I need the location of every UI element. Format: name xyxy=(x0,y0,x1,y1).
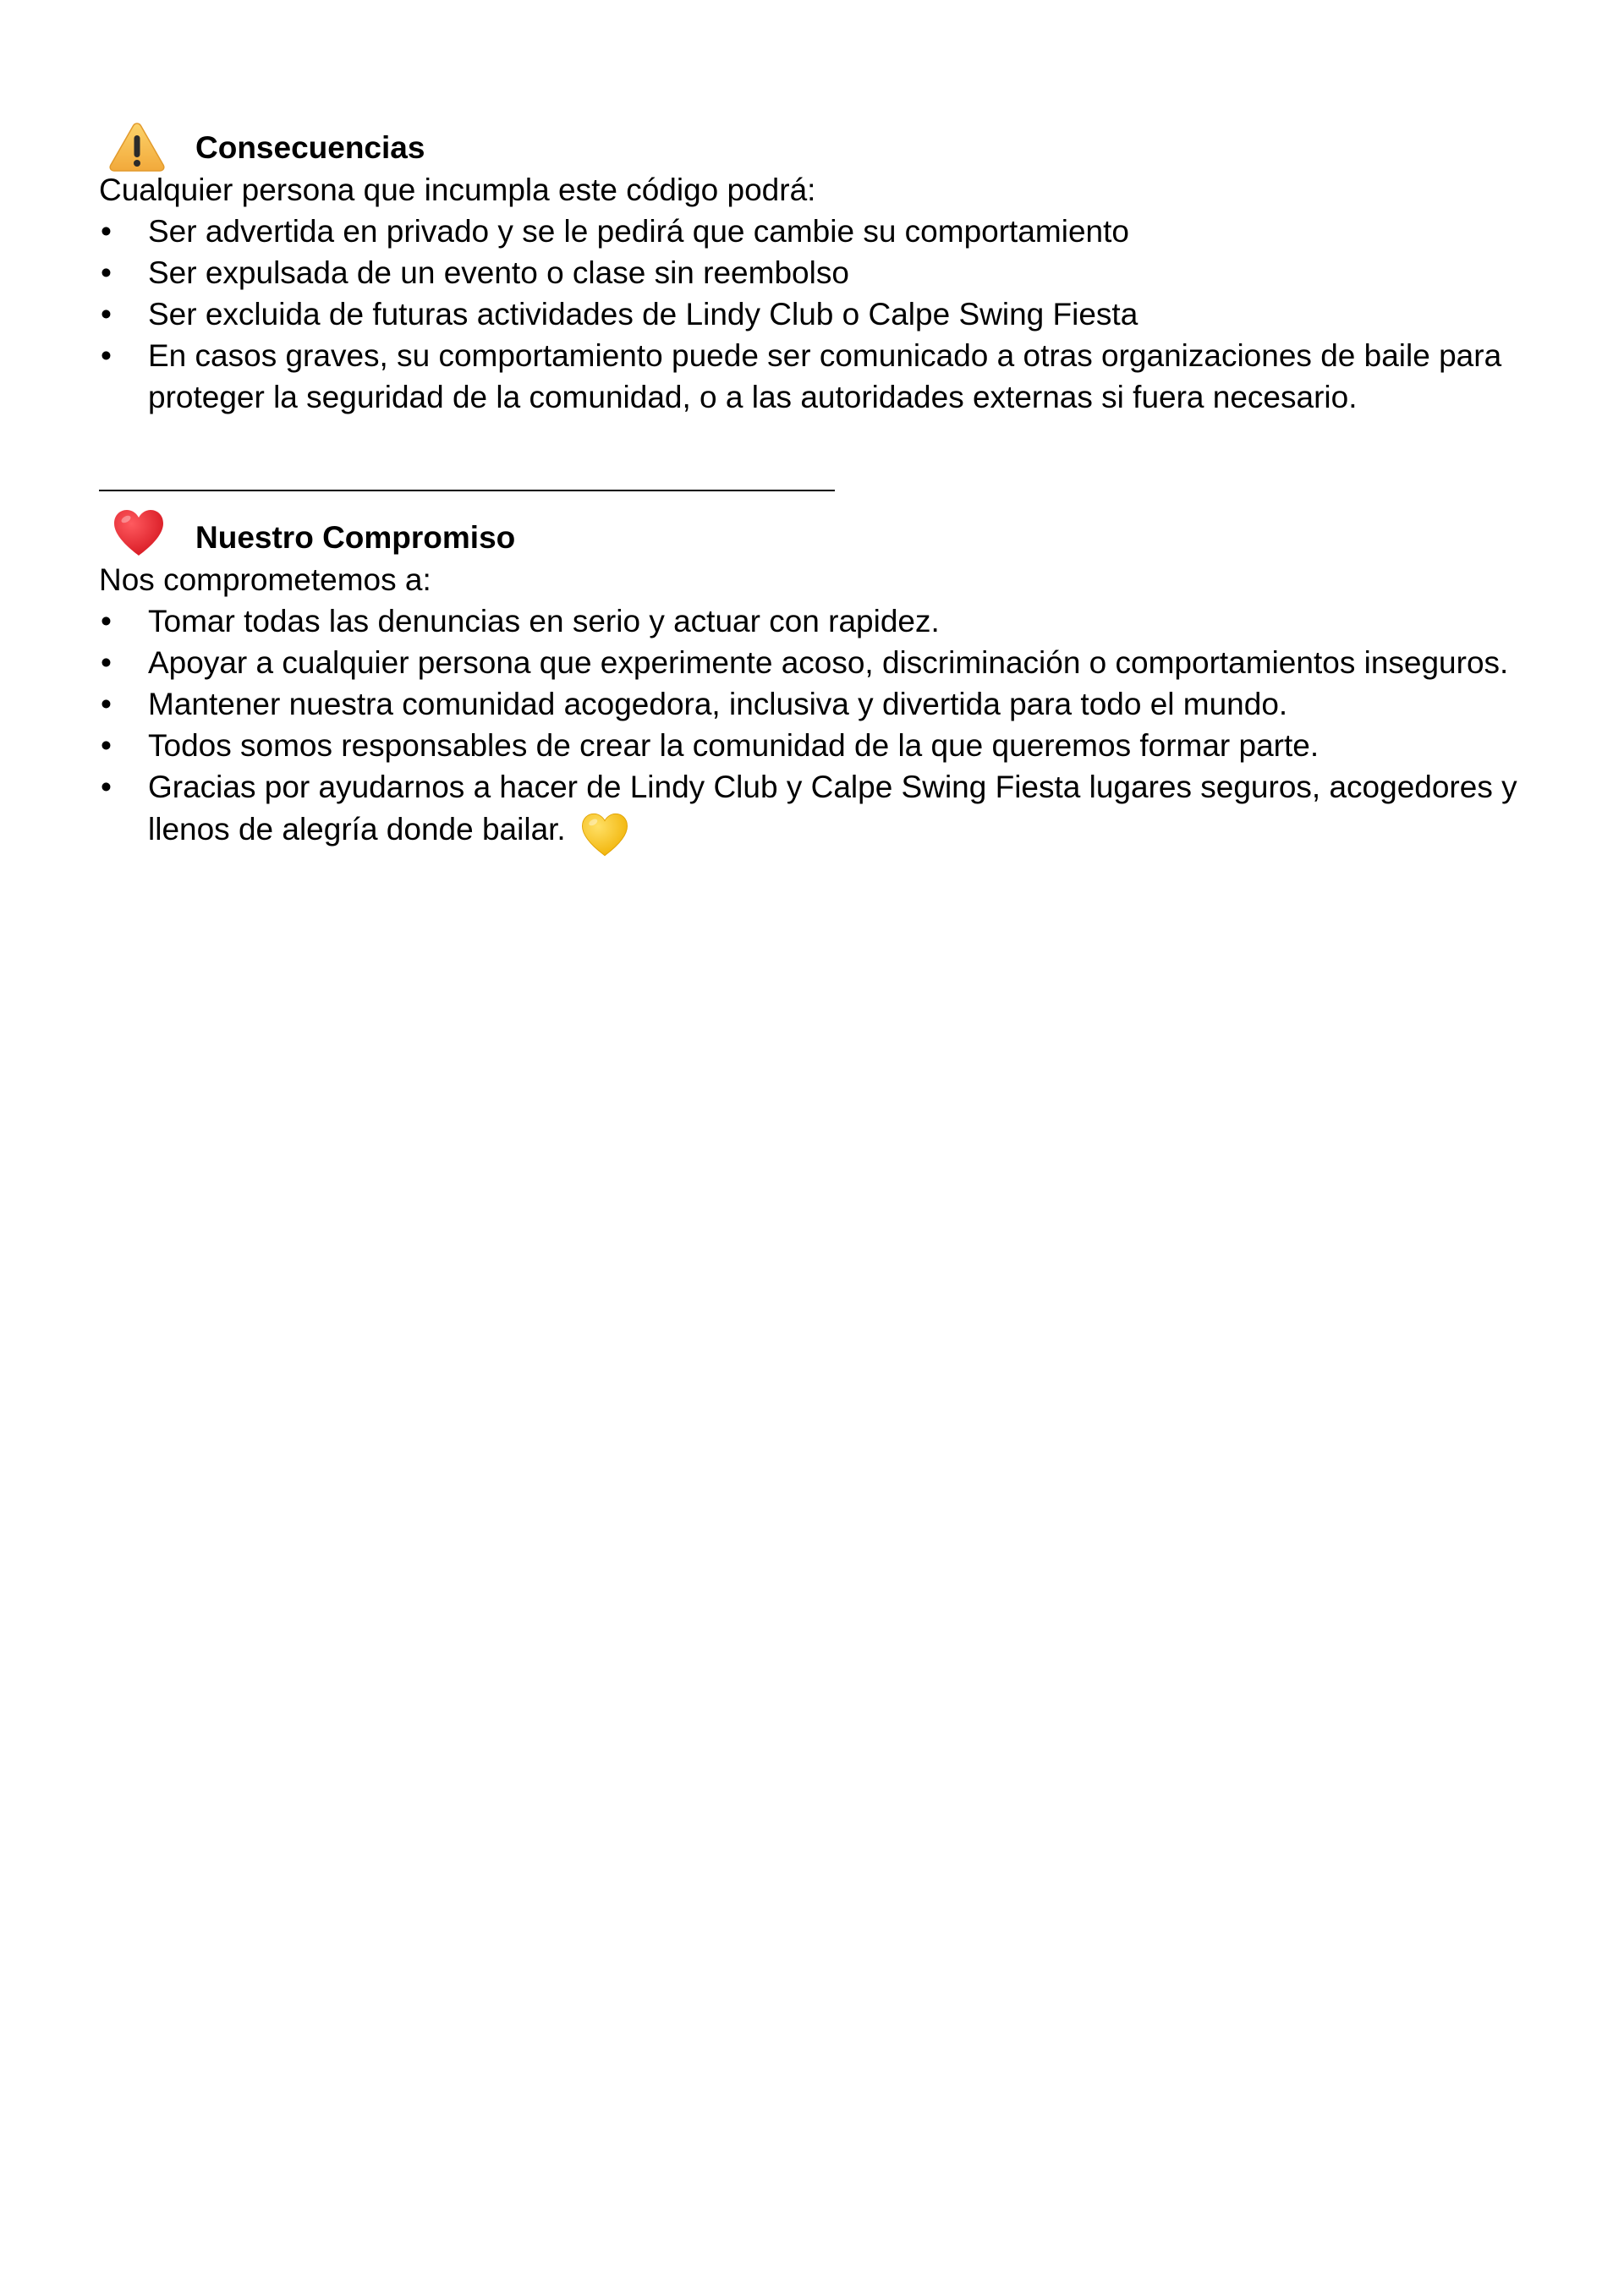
section-heading-compromiso xyxy=(99,517,1537,559)
list-item xyxy=(99,600,1537,642)
section-heading-consecuencias xyxy=(99,127,1537,169)
bullet-marker: • xyxy=(101,338,112,373)
section-title: Consecuencias xyxy=(195,130,425,165)
bullet-marker: • xyxy=(101,214,112,249)
list-item xyxy=(99,725,1537,766)
section-consecuencias xyxy=(99,127,1537,418)
bullet-marker: • xyxy=(101,687,112,721)
section-title: Nuestro Compromiso xyxy=(195,520,516,555)
list-item-text: Todos somos responsables de crear la comunidad de la que queremos formar parte. xyxy=(148,728,1320,763)
horizontal-divider xyxy=(99,490,835,491)
list-item xyxy=(99,642,1537,683)
list-item-text: Mantener nuestra comunidad acogedora, inclusiva y divertida para todo el mundo. xyxy=(148,687,1288,721)
list-item xyxy=(99,683,1537,725)
list-item-text: Gracias por ayudarnos a hacer de Lindy Club y Calpe Swing Fiesta lugares seguros, acogedores y llenos de alegría donde bailar. xyxy=(148,770,1517,847)
section-intro: Cualquier persona que incumpla este código podrá: xyxy=(99,173,816,207)
list-item-text: Apoyar a cualquier persona que experimente acoso, discriminación o comportamientos inseguros. xyxy=(148,645,1509,680)
document-page xyxy=(99,127,1537,862)
bullet-marker: • xyxy=(101,604,112,638)
bullet-marker: • xyxy=(101,770,112,804)
list-item xyxy=(99,293,1537,335)
bullet-marker: • xyxy=(101,728,112,763)
section-compromiso xyxy=(99,517,1537,862)
bullet-list xyxy=(99,600,1537,862)
list-item-text: En casos graves, su comportamiento puede ser comunicado a otras organizaciones de baile para proteger la seguridad de la comunidad, o a las autoridades externas si fuera necesario. xyxy=(148,338,1502,414)
yellow-heart-icon xyxy=(578,808,632,862)
bullet-marker: • xyxy=(101,645,112,680)
list-item xyxy=(99,766,1537,862)
bullet-marker: • xyxy=(101,255,112,290)
warning-icon xyxy=(107,120,167,173)
list-item-text: Ser expulsada de un evento o clase sin reembolso xyxy=(148,255,849,290)
list-item xyxy=(99,252,1537,293)
bullet-marker: • xyxy=(101,297,112,332)
list-item-text: Tomar todas las denuncias en serio y actuar con rapidez. xyxy=(148,604,940,638)
list-item xyxy=(99,335,1537,418)
list-item-text: Ser advertida en privado y se le pedirá que cambie su comportamiento xyxy=(148,214,1129,249)
list-item-text: Ser excluida de futuras actividades de Lindy Club o Calpe Swing Fiesta xyxy=(148,297,1138,332)
section-intro: Nos comprometemos a: xyxy=(99,562,431,597)
red-heart-icon xyxy=(109,507,168,559)
list-item xyxy=(99,211,1537,252)
bullet-list xyxy=(99,211,1537,418)
